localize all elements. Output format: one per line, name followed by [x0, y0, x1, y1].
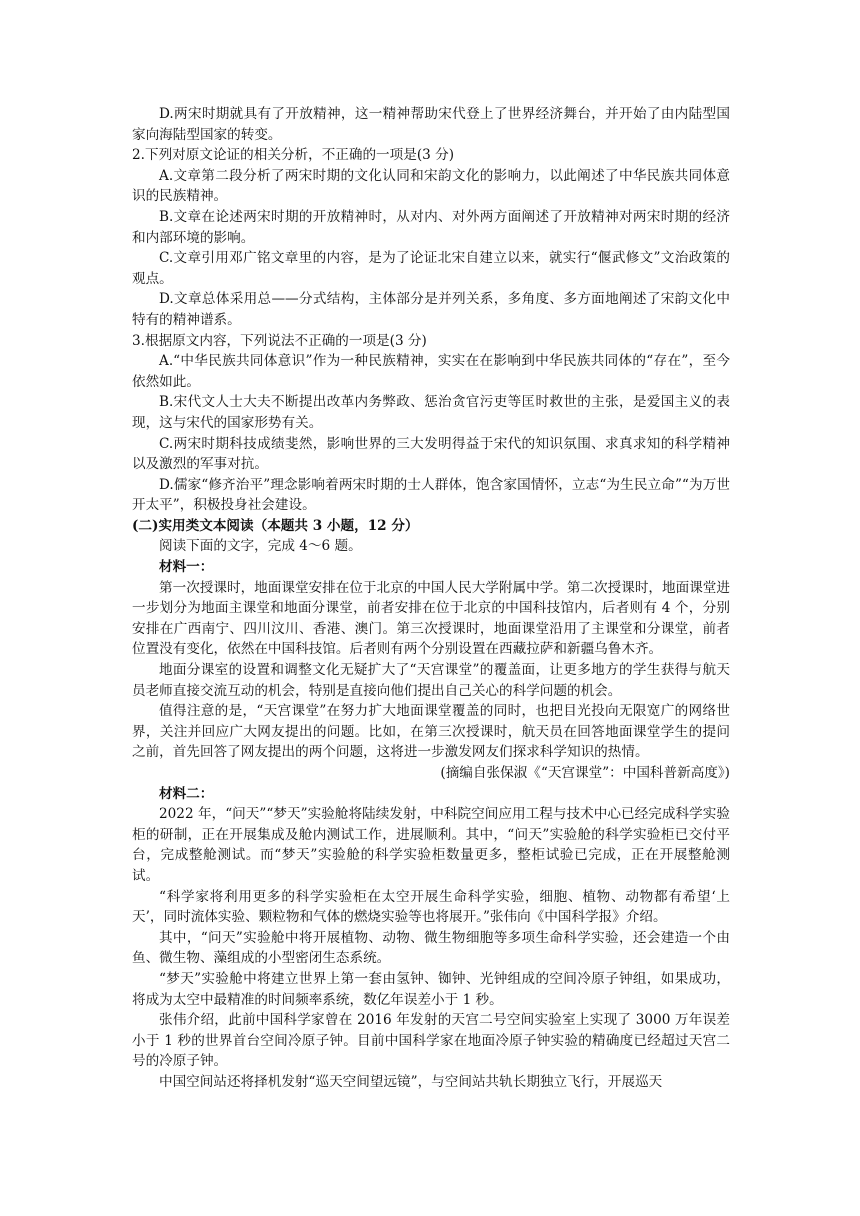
- section-instruction: 阅读下面的文字，完成 4～6 题。: [159, 538, 362, 555]
- material-1-label: 材料一：: [159, 559, 214, 576]
- material-2-paragraph: 张伟介绍，此前中国科学家曾在 2016 年发射的天宫二号空间实验室上实现了 3000 万年误差小于 1 秒的世界首台空间冷原子钟。目前中国科学家在地面冷原子钟实验的精确度已经超过天宫二号的冷原子钟。: [132, 1012, 730, 1070]
- material-2-label: 材料二：: [159, 785, 214, 802]
- material-2-paragraph: “梦天”实验舱中将建立世界上第一套由氢钟、铷钟、光钟组成的空间冷原子钟组，如果成功，将成为太空中最精准的时间频率系统，数亿年误差小于 1 秒。: [132, 970, 730, 1008]
- document-page: [132, 104, 730, 1093]
- material-2-paragraph: 2022 年，“问天”“梦天”实验舱将陆续发射，中科院空间应用工程与技术中心已经完成科学实验柜的研制，正在开展集成及舱内测试工作，进展顺利。其中，“问天”实验舱的科学实验柜已交付平台，完成整舱测试。而“梦天”实验舱的科学实验柜数量更多，整柜试验已完成，正在开展整舱测试。: [132, 806, 730, 884]
- material-2-paragraph: 其中，“问天”实验舱中将开展植物、动物、微生物细胞等多项生命科学实验，还会建造一个由鱼、微生物、藻组成的小型密闭生态系统。: [132, 929, 730, 967]
- q2-option-b: B.文章在论述两宋时期的开放精神时，从对内、对外两方面阐述了开放精神对两宋时期的经济和内部环境的影响。: [132, 208, 730, 246]
- material-1-paragraph: 第一次授课时，地面课堂安排在位于北京的中国人民大学附属中学。第二次授课时，地面课堂进一步划分为地面主课堂和地面分课堂，前者安排在位于北京的中国科技馆内，后者则有 4 个，分别安排在广西南宁、四川汶川、香港、澳门。第三次授课时，地面课堂沿用了主课堂和分课堂，前者位置没有变化，依然在中国科技馆。后者则有两个分别设置在西藏拉萨和新疆乌鲁木齐。: [132, 579, 730, 658]
- material-1-paragraph: 值得注意的是，“天宫课堂”在努力扩大地面课堂覆盖的同时，也把目光投向无限宽广的网络世界，关注并回应广大网友提出的问题。比如，在第三次授课时，航天员在回答地面课堂学生的提问之前，首先回答了网友提出的两个问题，这将进一步激发网友们探求科学知识的热情。: [132, 703, 730, 761]
- q2-option-a: A.文章第二段分析了两宋时期的文化认同和宋韵文化的影响力，以此阐述了中华民族共同体意识的民族精神。: [132, 167, 730, 205]
- q3-option-d: D.儒家“修齐治平”理念影响着两宋时期的士人群体，饱含家国情怀，立志“为生民立命”“为万世开太平”，积极投身社会建设。: [132, 476, 730, 514]
- q2-stem: 2.下列对原文论证的相关分析，不正确的一项是(3 分): [132, 147, 455, 164]
- q3-option-a: A.“中华民族共同体意识”作为一种民族精神，实实在在影响到中华民族共同体的“存在”，至今依然如此。: [132, 353, 730, 390]
- material-2-paragraph: 中国空间站还将择机发射“巡天空间望远镜”，与空间站共轨长期独立飞行，开展巡天: [159, 1073, 663, 1090]
- material-1-source: (摘编自张保淑《“天宫课堂”：中国科普新高度》): [440, 765, 730, 781]
- q3-stem: 3.根据原文内容，下列说法不正确的一项是(3 分): [132, 332, 427, 349]
- q3-option-c: C.两宋时期科技成绩斐然，影响世界的三大发明得益于宋代的知识氛围、求真求知的科学精神以及激烈的军事对抗。: [132, 435, 730, 473]
- material-1-paragraph: 地面分课室的设置和调整文化无疑扩大了“天宫课堂”的覆盖面，让更多地方的学生获得与航天员老师直接交流互动的机会，特别是直接向他们提出自己关心的科学问题的机会。: [132, 662, 730, 699]
- q1-option-d: D.两宋时期就具有了开放精神，这一精神帮助宋代登上了世界经济舞台，并开始了由内陆型国家向海陆型国家的转变。: [132, 106, 730, 143]
- section-heading: (二)实用类文本阅读（本题共 3 小题，12 分）: [132, 517, 419, 534]
- q3-option-b: B.宋代文人士大夫不断提出改革内务弊政、惩治贪官污吏等匡时救世的主张，是爱国主义的表现，这与宋代的国家形势有关。: [132, 394, 730, 431]
- q2-option-c: C.文章引用邓广铭文章里的内容，是为了论证北宋自建立以来，就实行“偃武修文”文治政策的观点。: [132, 250, 730, 287]
- q2-option-d: D.文章总体采用总——分式结构，主体部分是并列关系，多角度、多方面地阐述了宋韵文化中特有的精神谱系。: [132, 291, 730, 328]
- material-2-paragraph: “科学家将利用更多的科学实验柜在太空开展生命科学实验，细胞、植物、动物都有希望‘上天’，同时流体实验、颗粒物和气体的燃烧实验等也将展开。”张伟向《中国科学报》介绍。: [132, 888, 730, 926]
